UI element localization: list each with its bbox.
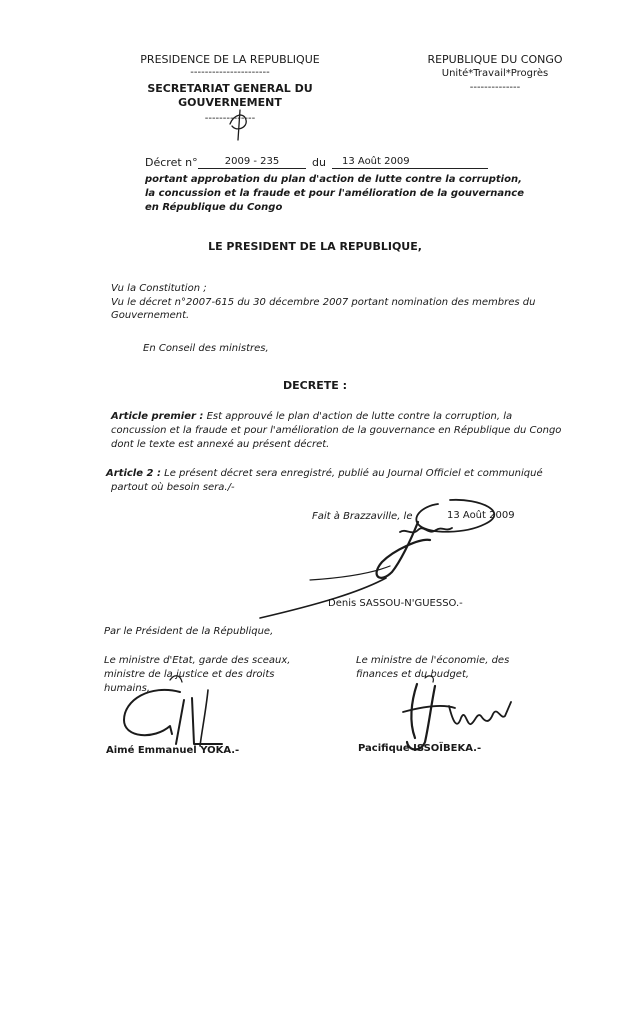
article-2-line-2: partout où besoin sera./- (111, 482, 235, 493)
header-devise: Unité*Travail*Progrès (441, 68, 549, 79)
header-republique: REPUBLIQUE DU CONGO (427, 53, 563, 66)
decree-subject-1: portant approbation du plan d'action de lutte contre la corruption, (145, 174, 522, 185)
president-name: Denis SASSOU-N'GUESSO.- (328, 598, 463, 609)
header-separator-2: -------------- (204, 113, 256, 124)
decree-date (332, 155, 488, 169)
article-premier-line-3: dont le texte est annexé au présent décret. (111, 439, 330, 450)
initial-mark (222, 104, 262, 144)
header-separator-right: -------------- (469, 82, 521, 93)
header-secretariat: SECRETARIAT GENERAL DU (147, 82, 313, 95)
article-2-text-1: Le présent décret sera enregistré, publié au Journal Officiel et communiqué (164, 468, 543, 479)
article-2-label: Article 2 : (106, 468, 161, 479)
visa-constitution: Vu la Constitution ; (111, 283, 207, 294)
article-premier-line-1 (111, 410, 512, 423)
minister-right-title-2: finances et du budget, (356, 669, 470, 680)
decree-number-value: 2009 - 235 (224, 156, 280, 167)
minister-left-name: Aimé Emmanuel YOKA.- (106, 745, 240, 756)
article-premier-line-2: concussion et la fraude et pour l'amélioration de la gouvernance en République du Congo (111, 425, 562, 436)
decree-date-value: 13 Août 2009 (342, 156, 410, 167)
article-2-line-1 (106, 467, 543, 480)
minister-left-title-2: ministre de la justice et des droits (104, 669, 275, 680)
decrete-heading: DECRETE : (283, 379, 347, 392)
fait-a-brazzaville: Fait à Brazzaville, le (312, 511, 413, 522)
header-gouvernement: GOUVERNEMENT (178, 96, 282, 109)
minister-left-title-1: Le ministre d'Etat, garde des sceaux, (104, 655, 291, 666)
minister-right-title-1: Le ministre de l'économie, des (356, 655, 510, 666)
president-signature (250, 492, 510, 632)
article-premier-text-1: Est approuvé le plan d'action de lutte contre la corruption, la (206, 411, 513, 422)
minister-left-title-3: humains, (104, 683, 151, 694)
visa-decret: Vu le décret n°2007-615 du 30 décembre 2007 portant nomination des membres du (111, 297, 536, 308)
decree-number (198, 155, 306, 169)
visa-decret-cont: Gouvernement. (111, 310, 190, 321)
conseil-des-ministres: En Conseil des ministres, (143, 343, 269, 354)
par-le-president: Par le Président de la République, (104, 626, 274, 637)
decree-subject-3: en République du Congo (145, 202, 283, 213)
minister-right-name: Pacifique ISSOÏBEKA.- (358, 743, 482, 754)
article-premier-label: Article premier : (111, 411, 204, 422)
decree-du: du (312, 156, 326, 169)
header-presidence: PRESIDENCE DE LA REPUBLIQUE (140, 53, 320, 66)
decree-subject-2: la concussion et la fraude et pour l'amélioration de la gouvernance (145, 188, 524, 199)
decree-label: Décret n° (145, 156, 198, 169)
header-separator-1: ---------------------- (190, 67, 270, 78)
fait-date: 13 Août 2009 (447, 510, 515, 521)
president-heading: LE PRESIDENT DE LA REPUBLIQUE, (208, 240, 422, 253)
